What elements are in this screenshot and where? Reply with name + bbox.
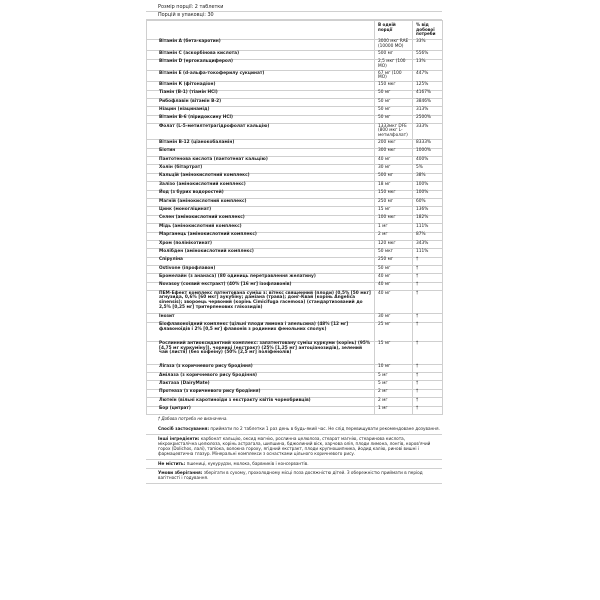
usage-note xyxy=(146,425,442,435)
ingredient-amount: 250 мг xyxy=(375,198,413,206)
ingredient-name: Вітамін Е (d-альфа-токоферилу сукцинат) xyxy=(147,70,375,81)
ingredient-amount: 40 мг xyxy=(375,157,413,165)
ingredient-name: Бромелайн (з ананаса) (80 одиниць перетравлення желатину) xyxy=(147,274,375,282)
ingredient-amount: 3000 мкг RAE (10000 МО) xyxy=(375,39,413,50)
ingredient-dv: † xyxy=(413,341,443,364)
ingredient-name: Вітамін B-6 (піридоксину HCl) xyxy=(147,115,375,123)
ingredient-amount: 2 мг xyxy=(375,389,413,397)
ingredient-amount: 2,5 мкг (100 МО) xyxy=(375,59,413,70)
table-row xyxy=(147,90,443,98)
table-row xyxy=(147,266,443,274)
table-row xyxy=(147,39,443,50)
ingredient-name: Протеаза (з коричневого рису бродіння) xyxy=(147,389,375,397)
ingredient-dv: † xyxy=(413,291,443,314)
ingredient-dv: 400% xyxy=(413,157,443,165)
table-row xyxy=(147,314,443,322)
ingredient-name: Мідь (амінокислотний комплекс) xyxy=(147,224,375,232)
table-row xyxy=(147,190,443,198)
ingredient-dv: † xyxy=(413,398,443,406)
ingredient-dv: † xyxy=(413,314,443,322)
ingredient-dv: 343% xyxy=(413,240,443,248)
other-ingredients-note xyxy=(146,435,442,460)
ingredient-amount: 67 мг (100 МО) xyxy=(375,70,413,81)
ingredient-name: Кальцій (амінокислотний комплекс) xyxy=(147,173,375,181)
ingredient-amount: 18 мг xyxy=(375,182,413,190)
ingredient-amount: 300 мкг xyxy=(375,148,413,156)
ingredient-name: Тіамін (B-1) (тіамін HCl) xyxy=(147,90,375,98)
ingredient-dv: † xyxy=(413,389,443,397)
table-row xyxy=(147,215,443,223)
ingredient-dv: 3846% xyxy=(413,99,443,107)
table-row xyxy=(147,224,443,232)
ingredient-dv: † xyxy=(413,381,443,389)
table-row xyxy=(147,157,443,165)
ingredient-name: Молібден (амінокислотний комплекс) xyxy=(147,249,375,257)
ingredient-name: Лігаза (з коричневого рису бродіння) xyxy=(147,364,375,372)
ingredient-name: Марганець (амінокислотний комплекс) xyxy=(147,232,375,240)
ingredient-dv: † xyxy=(413,322,443,341)
ingredient-dv: 111% xyxy=(413,249,443,257)
table-row xyxy=(147,70,443,81)
ingredient-dv: 111% xyxy=(413,224,443,232)
ingredient-name: ПЕМ-Ефект комплекс патентована суміш з: вітекс священний (плоди) (0,5% [50 мкг] агнузида, 0,6% [60 мкг] аукубіну; дамiана (трава); донг-Квай (корінь Angelica sinensis); звороець червоний (корінь Cimicifuga racemosa) (стандартизований до 2,5% [0,25 мг] тритерпенових глікозидів) xyxy=(147,291,375,314)
table-row xyxy=(147,59,443,70)
ingredient-amount: 30 мг xyxy=(375,314,413,322)
ingredient-amount: 150 мкг xyxy=(375,82,413,90)
ingredient-amount: 250 мг xyxy=(375,257,413,265)
table-row xyxy=(147,82,443,90)
ingredient-amount: 2 мг xyxy=(375,398,413,406)
ingredient-amount: 50 мг xyxy=(375,99,413,107)
storage-text: зберігати в сухому, прохолодному місці поза досяжністю дітей. З обережністю приймати в період вагітності і годування. xyxy=(158,470,423,481)
ingredient-dv: † xyxy=(413,266,443,274)
ingredient-amount: 500 мг xyxy=(375,173,413,181)
other-ingredients-text: карбонат кальцію, оксид магнію, рослинна целюлоза, стеарат магнію, стеаринова кислота, мікрокристалічна целюлоза, корінь астрагала, шипшина, бджолиний віск, харчова олія, плоди лимона, лонгів, коров'ячий горох (Dolichos, лалі), тапіока, волокна гороху, ягідний екстракт, плоди крупношипника, йодид калію, ринові вишні і фармацевтична глазур. Мінеральні комплекси з оснастками цільного коричневого рису. xyxy=(158,435,431,456)
header-amount: В одній порції xyxy=(375,21,413,40)
ingredient-name: Вітамін B-12 (ціанокобаламін) xyxy=(147,140,375,148)
table-row xyxy=(147,182,443,190)
ingredient-amount: 5 мг xyxy=(375,373,413,381)
ingredient-amount: 40 мг xyxy=(375,282,413,290)
ingredient-name: Спіруліна xyxy=(147,257,375,265)
ingredient-amount: 5 мг xyxy=(375,381,413,389)
table-row xyxy=(147,322,443,341)
header-name xyxy=(147,21,375,40)
ingredient-amount: 50 мкг xyxy=(375,249,413,257)
free-from-note xyxy=(146,460,442,470)
ingredient-amount: 15 мг xyxy=(375,341,413,364)
ingredient-dv: 125% xyxy=(413,82,443,90)
ingredient-dv: 38% xyxy=(413,173,443,181)
ingredient-dv: 333% xyxy=(413,124,443,140)
table-body xyxy=(147,39,443,414)
ingredient-dv: 2500% xyxy=(413,115,443,123)
table-row xyxy=(147,282,443,290)
ingredient-dv: † xyxy=(413,257,443,265)
table-row xyxy=(147,240,443,248)
ingredient-amount: 2 мг xyxy=(375,232,413,240)
ingredient-name: Селен (амінокислотний комплекс) xyxy=(147,215,375,223)
ingredient-amount: 500 мг xyxy=(375,51,413,59)
ingredient-name: Лактаза (DairyMate) xyxy=(147,381,375,389)
storage-label: Умови зберігання: xyxy=(158,470,203,476)
table-row xyxy=(147,373,443,381)
ingredient-dv: 60% xyxy=(413,198,443,206)
table-row xyxy=(147,124,443,140)
supplement-facts-sheet xyxy=(146,4,442,484)
ingredient-amount: 50 мг xyxy=(375,90,413,98)
ingredient-amount: 150 мкг xyxy=(375,190,413,198)
table-row xyxy=(147,398,443,406)
table-row xyxy=(147,389,443,397)
ingredient-name: Хром (полінікотинат) xyxy=(147,240,375,248)
serving-size: Розмір порції: 2 таблетки xyxy=(146,4,442,12)
free-from-text: пшениці, кукурудзи, молока, барвників і консервантів. xyxy=(186,460,309,466)
ingredient-dv: † xyxy=(413,282,443,290)
ingredient-amount: 120 мкг xyxy=(375,240,413,248)
ingredient-name: Бор (цитрат) xyxy=(147,406,375,414)
ingredient-amount: 200 мкг xyxy=(375,140,413,148)
ingredient-name: Novasoy (соєвий екстракт) (40% [16 мг] ізофлавонів) xyxy=(147,282,375,290)
ingredient-dv: 33% xyxy=(413,39,443,50)
ingredient-dv: 447% xyxy=(413,70,443,81)
nutrition-table xyxy=(146,20,443,415)
ingredient-dv: 182% xyxy=(413,215,443,223)
ingredient-dv: 100% xyxy=(413,182,443,190)
table-header-row xyxy=(147,21,443,40)
servings-per-container: Порцій в упаковці: 30 xyxy=(146,12,442,20)
ingredient-amount: 10 мг xyxy=(375,364,413,372)
ingredient-name: Залізо (амінокислотний комплекс) xyxy=(147,182,375,190)
table-row xyxy=(147,406,443,414)
ingredient-name: Холін (бітартрат) xyxy=(147,165,375,173)
notes-section xyxy=(146,425,442,484)
ingredient-name: Вітамін А (бета-каротин) xyxy=(147,39,375,50)
ingredient-dv: 1000% xyxy=(413,148,443,156)
ingredient-amount: 50 мг xyxy=(375,266,413,274)
ingredient-dv: † xyxy=(413,274,443,282)
ingredient-dv: 313% xyxy=(413,107,443,115)
ingredient-name: Рослинний антиоксидантний комплекс: запатентовану суміш куркуми (корінь) (95% [4,75 мг куркуміну]), чорниці (екстракт) (25% [1,25 мг] антоціанозидів), зелений чай (листя) (без кофеїну) (50% [2,5 мг] поліфенолів) xyxy=(147,341,375,364)
ingredient-name: Цинк (моногліцинат) xyxy=(147,207,375,215)
ingredient-name: Рибофлавін (вітамін В-2) xyxy=(147,99,375,107)
table-row xyxy=(147,232,443,240)
ingredient-dv: 13% xyxy=(413,59,443,70)
storage-note xyxy=(146,469,442,484)
ingredient-amount: 40 мг xyxy=(375,291,413,314)
table-row xyxy=(147,291,443,314)
ingredient-name: Лютеїн (вільні каротиноїди з екстракту квітів чорнобривців) xyxy=(147,398,375,406)
usage-text: приймати по 2 таблетки 1 раз день в будь-який час. Не слід перевищувати рекомендоване дозування. xyxy=(210,425,440,431)
ingredient-dv: 5% xyxy=(413,165,443,173)
ingredient-amount: 25 мг xyxy=(375,322,413,341)
ingredient-dv: 87% xyxy=(413,232,443,240)
ingredient-dv: † xyxy=(413,373,443,381)
ingredient-name: Ніацин (ніацинамід) xyxy=(147,107,375,115)
table-row xyxy=(147,140,443,148)
ingredient-name: Ostivone (іпрофлавон) xyxy=(147,266,375,274)
ingredient-name: Магній (амінокислотний комплекс) xyxy=(147,198,375,206)
table-row xyxy=(147,115,443,123)
table-row xyxy=(147,341,443,364)
ingredient-amount: 1 мг xyxy=(375,224,413,232)
ingredient-name: Біотин xyxy=(147,148,375,156)
table-row xyxy=(147,198,443,206)
ingredient-dv: † xyxy=(413,364,443,372)
table-row xyxy=(147,364,443,372)
header-dv: % від добової потреби xyxy=(413,21,443,40)
free-from-label: Не містить: xyxy=(158,460,186,466)
ingredient-name: Вітамін К (фітонадіон) xyxy=(147,82,375,90)
ingredient-dv: 8333% xyxy=(413,140,443,148)
ingredient-amount: 1333мкг DFE (800 мкг L-метилфолат) xyxy=(375,124,413,140)
table-row xyxy=(147,257,443,265)
ingredient-dv: † xyxy=(413,406,443,414)
usage-label: Спосіб застосування: xyxy=(158,425,210,431)
table-row xyxy=(147,207,443,215)
ingredient-name: Пантотенова кислота (пантотенат кальцію) xyxy=(147,157,375,165)
ingredient-name: Амілаза (з коричневого рису бродіння) xyxy=(147,373,375,381)
table-row xyxy=(147,249,443,257)
table-row xyxy=(147,99,443,107)
ingredient-name: Йод (з бурих водоростей) xyxy=(147,190,375,198)
ingredient-dv: 136% xyxy=(413,207,443,215)
ingredient-amount: 40 мг xyxy=(375,274,413,282)
ingredient-dv: 100% xyxy=(413,190,443,198)
ingredient-dv: 556% xyxy=(413,51,443,59)
ingredient-name: Інозит xyxy=(147,314,375,322)
footnote: † Добова потреба не визначена. xyxy=(158,416,228,422)
ingredient-amount: 1 мг xyxy=(375,406,413,414)
other-ingredients-label: Інші інгредієнти: xyxy=(158,435,200,441)
ingredient-name: Біофлавоноїдний комплекс (цільні плоди лимона і апельсина) (48% [12 мг] флавоноїдів і 2% [0,5 мг] флавонів з родинних фенольних сполук) xyxy=(147,322,375,341)
ingredient-dv: 4167% xyxy=(413,90,443,98)
ingredient-amount: 50 мг xyxy=(375,115,413,123)
ingredient-name: Вітамін С (аскорбінова кислота) xyxy=(147,51,375,59)
ingredient-amount: 30 мг xyxy=(375,165,413,173)
table-row xyxy=(147,148,443,156)
table-row xyxy=(147,51,443,59)
ingredient-amount: 50 мг xyxy=(375,107,413,115)
table-row xyxy=(147,173,443,181)
ingredient-name: Фолат (L-5-метилтетрагідрофолат кальцію) xyxy=(147,124,375,140)
ingredient-amount: 100 мкг xyxy=(375,215,413,223)
ingredient-name: Вітамін D (ергокальциферол) xyxy=(147,59,375,70)
ingredient-amount: 15 мг xyxy=(375,207,413,215)
